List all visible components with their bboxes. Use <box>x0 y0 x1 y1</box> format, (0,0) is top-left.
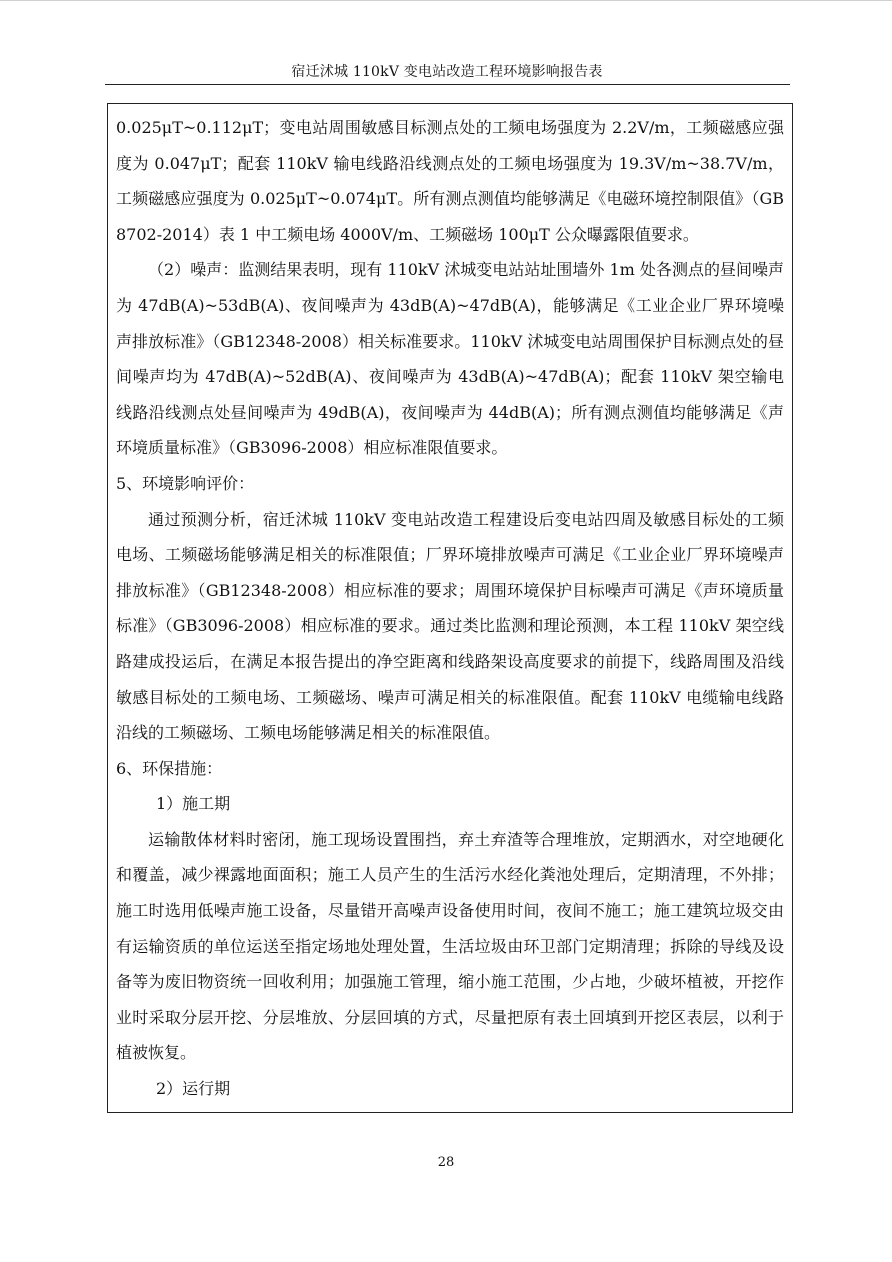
header-rule <box>105 84 790 85</box>
page-number: 28 <box>437 1155 455 1170</box>
paragraph-construction-measures: 运输散体材料时密闭，施工现场设置围挡，弃土弃渣等合理堆放，定期洒水，对空地硬化和覆盖，减少裸露地面面积；施工人员产生的生活污水经化粪池处理后，定期清理，不外排；施工时选用低噪声施工设备，尽量错开高噪声设备使用时间，夜间不施工；施工建筑垃圾交由有运输资质的单位运送至指定场地处理处置，生活垃圾由环卫部门定期清理；拆除的导线及设备等为废旧物资统一回收利用；加强施工管理，缩小施工范围，少占地，少破坏植被，开挖作业时采取分层开挖、分层堆放、分层回填的方式，尽量把原有表土回填到开挖区表层，以利于植被恢复。 <box>116 829 784 1063</box>
running-header: 宿迁沭城 110kV 变电站改造工程环境影响报告表 <box>291 64 603 80</box>
paragraph-emf-results: 0.025μT~0.112μT；变电站周围敏感目标测点处的工频电场强度为 2.2V/m，工频磁感应强度为 0.047μT；配套 110kV 输电线路沿线测点处的工频电场强度为 19.3V/m~38.7V/m，工频磁感应强度为 0.025μT~0.074μT。所有测点测值均能够满足《电磁环境控制限值》（GB8702-2014）表 1 中工频电场 4000V/m、工频磁场 100μT 公众曝露限值要求。 <box>116 118 784 244</box>
subheading-construction-period: 1）施工期 <box>156 794 231 814</box>
content-box <box>107 103 793 1113</box>
paragraph-noise-results: （2）噪声：监测结果表明，现有 110kV 沭城变电站站址围墙外 1m 处各测点的昼间噪声为 47dB(A)~53dB(A)、夜间噪声为 43dB(A)~47dB(A)，能够满足《工业企业厂界环境噪声排放标准》（GB12348-2008）相关标准要求。110kV 沭城变电站周围保护目标测点处的昼间噪声均为 47dB(A)~52dB(A)、夜间噪声为 43dB(A)~47dB(A)；配套 110kV 架空输电线路沿线测点处昼间噪声为 49dB(A)，夜间噪声为 44dB(A)；所有测点测值均能够满足《声环境质量标准》（GB3096-2008）相应标准限值要求。 <box>116 260 784 458</box>
page-top-border <box>0 0 892 1</box>
section-heading-impact-assessment: 5、环境影响评价： <box>116 473 255 493</box>
paragraph-impact-assessment: 通过预测分析，宿迁沭城 110kV 变电站改造工程建设后变电站四周及敏感目标处的工频电场、工频磁场能够满足相关的标准限值；厂界环境排放噪声可满足《工业企业厂界环境噪声排放标准》（GB12348-2008）相应标准的要求；周围环境保护目标噪声可满足《声环境质量标准》（GB3096-2008）相应标准的要求。通过类比监测和理论预测，本工程 110kV 架空线路建成投运后，在满足本报告提出的净空距离和线路架设高度要求的前提下，线路周围及沿线敏感目标处的工频电场、工频磁场、噪声可满足相关的标准限值。配套 110kV 电缆输电线路沿线的工频磁场、工频电场能够满足相关的标准限值。 <box>116 509 784 743</box>
section-heading-protection-measures: 6、环保措施： <box>116 758 223 778</box>
subheading-operation-period: 2）运行期 <box>156 1079 231 1099</box>
